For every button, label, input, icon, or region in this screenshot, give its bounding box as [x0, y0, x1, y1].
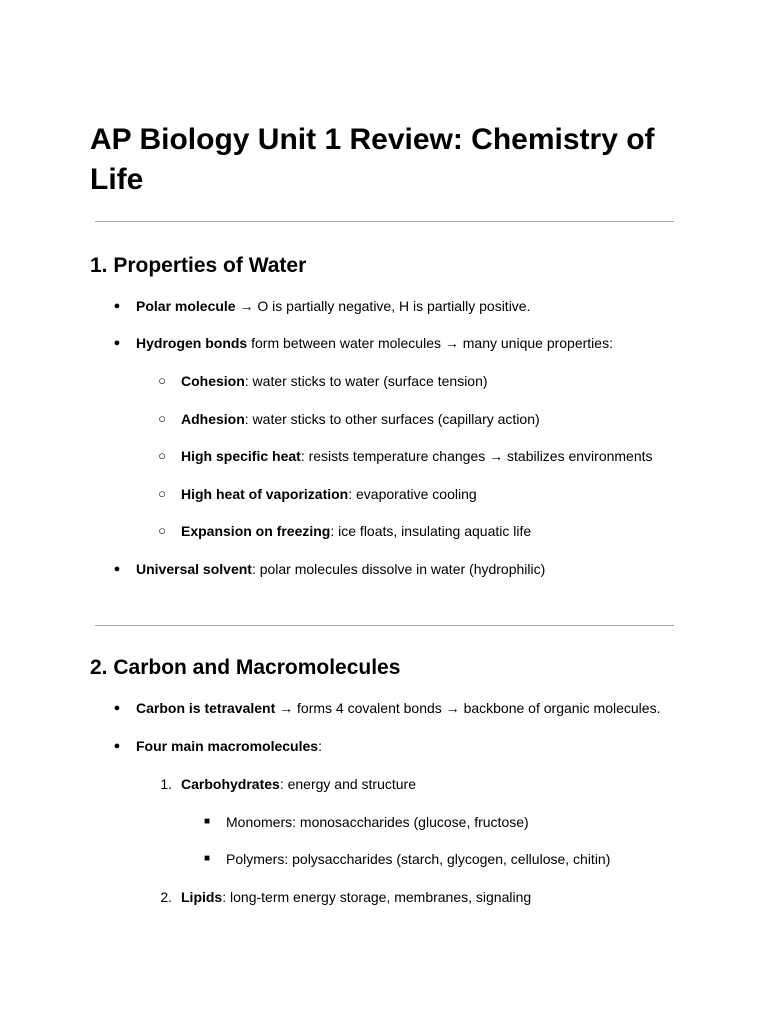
list-item-text: : resists temperature changes → stabilizes environments — [300, 448, 653, 464]
numbered-item-carbohydrates — [181, 775, 416, 793]
list-number: 1. — [160, 776, 172, 792]
list-item-text: → forms 4 covalent bonds → backbone of organic molecules. — [275, 700, 661, 716]
list-item-text: → O is partially negative, H is partially positive. — [235, 298, 531, 314]
list-item-hydrogen-bonds — [136, 334, 613, 352]
list-item-text: : evaporative cooling — [348, 486, 477, 502]
document-title: AP Biology Unit 1 Review: Chemistry of Life — [90, 123, 655, 196]
bullet-marker: ● — [113, 300, 121, 312]
bullet-marker: ● — [113, 563, 121, 575]
list-item-term: High specific heat — [181, 448, 301, 464]
list-item-term: Lipids — [181, 889, 223, 905]
list-item-term: Carbon is tetravalent — [136, 700, 276, 716]
section-heading-properties-of-water: 1. Properties of Water — [90, 254, 307, 277]
list-item-text: : water sticks to other surfaces (capillary action) — [244, 411, 540, 427]
circle-bullet-marker: ○ — [158, 486, 166, 501]
circle-bullet-marker: ○ — [158, 448, 166, 463]
sub-list-item-heat-of-vaporization — [181, 485, 477, 503]
list-item-text: : energy and structure — [279, 776, 416, 792]
list-number: 2. — [160, 889, 172, 905]
section-heading-carbon-and-macromolecules: 2. Carbon and Macromolecules — [90, 656, 401, 679]
list-item-text: : — [318, 738, 322, 754]
sub-list-item-adhesion — [181, 410, 540, 428]
horizontal-divider — [95, 625, 674, 626]
list-item-four-macromolecules — [136, 737, 322, 755]
bullet-marker: ● — [113, 740, 121, 752]
list-item-polar-molecule — [136, 297, 530, 315]
list-item-term: Carbohydrates — [181, 776, 280, 792]
list-item-universal-solvent — [136, 560, 545, 578]
list-item-text: : water sticks to water (surface tension) — [244, 373, 488, 389]
detail-item-monomers: Monomers: monosaccharides (glucose, fructose) — [226, 814, 529, 830]
list-item-term: High heat of vaporization — [181, 486, 349, 502]
list-item-term: Adhesion — [181, 411, 245, 427]
sub-list-item-high-specific-heat — [181, 447, 653, 465]
sub-list-item-expansion-on-freezing — [181, 522, 531, 540]
list-item-term: Polar molecule — [136, 298, 236, 314]
square-bullet-marker: ■ — [203, 816, 211, 827]
list-item-term: Universal solvent — [136, 561, 252, 577]
list-item-term: Hydrogen bonds — [136, 335, 248, 351]
list-item-term: Cohesion — [181, 373, 245, 389]
list-item-text: : polar molecules dissolve in water (hydrophilic) — [251, 561, 546, 577]
circle-bullet-marker: ○ — [158, 373, 166, 388]
square-bullet-marker: ■ — [203, 853, 211, 864]
list-item-term: Four main macromolecules — [136, 738, 319, 754]
circle-bullet-marker: ○ — [158, 523, 166, 538]
list-item-term: Expansion on freezing — [181, 523, 331, 539]
list-item-text: form between water molecules → many unique properties: — [247, 335, 613, 351]
sub-list-item-cohesion — [181, 372, 488, 390]
list-item-carbon-tetravalent — [136, 699, 660, 717]
list-item-text: : long-term energy storage, membranes, signaling — [222, 889, 532, 905]
bullet-marker: ● — [113, 702, 121, 714]
list-item-text: : ice floats, insulating aquatic life — [330, 523, 532, 539]
numbered-item-lipids — [181, 888, 531, 906]
circle-bullet-marker: ○ — [158, 411, 166, 426]
horizontal-divider — [95, 221, 674, 222]
bullet-marker: ● — [113, 337, 121, 349]
detail-item-polymers: Polymers: polysaccharides (starch, glycogen, cellulose, chitin) — [226, 851, 611, 867]
